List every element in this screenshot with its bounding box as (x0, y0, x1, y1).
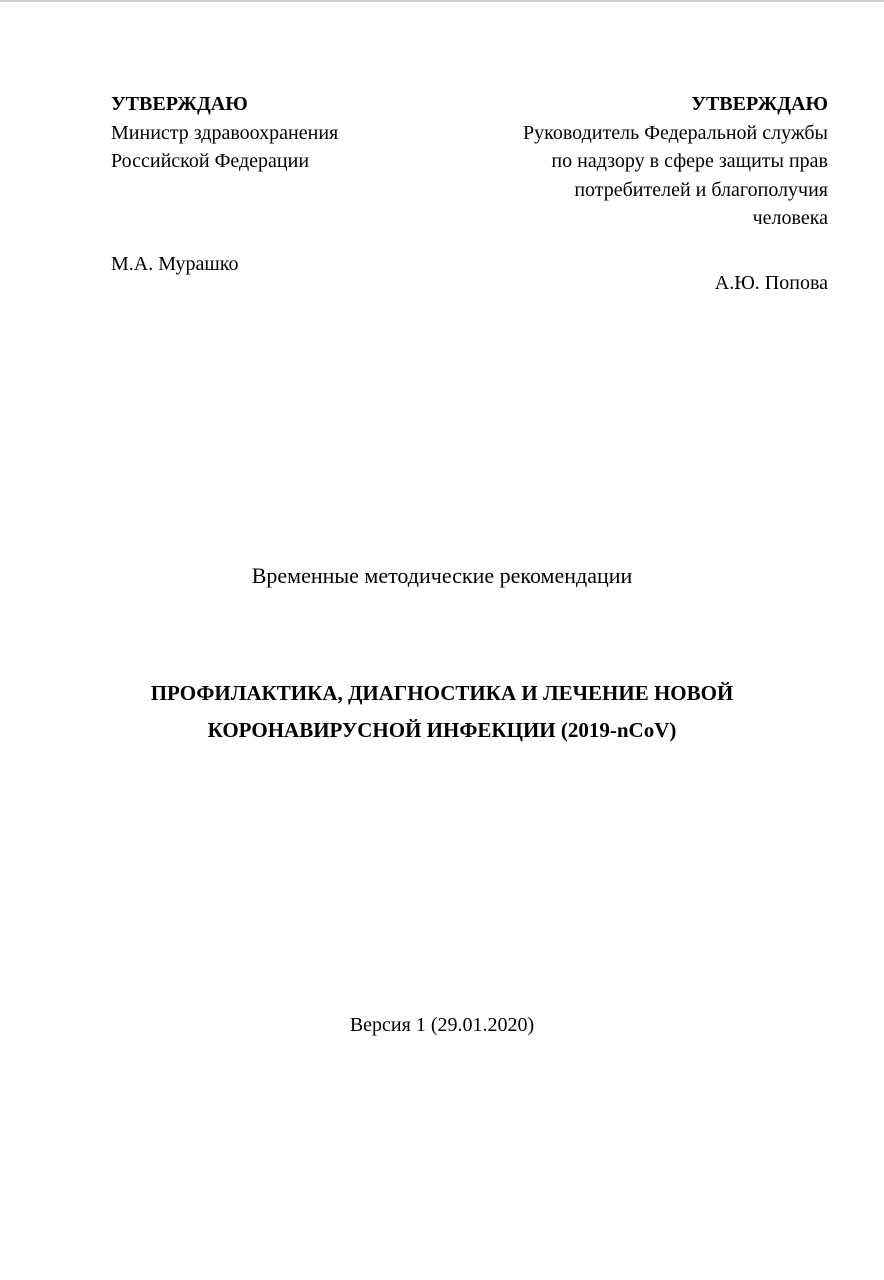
document-subtitle: Временные методические рекомендации (251, 563, 633, 588)
left-position-line-2: Российской Федерации (111, 150, 310, 172)
left-approve-heading: УТВЕРЖДАЮ (111, 93, 248, 115)
right-signatory: А.Ю. Попова (714, 272, 828, 294)
left-position-line-1: Министр здравоохранения (111, 122, 339, 144)
document-version: Версия 1 (29.01.2020) (349, 1014, 535, 1036)
right-position-line-3: потребителей и благополучия (574, 179, 828, 201)
right-position-line-2: по надзору в сфере защиты прав (551, 150, 828, 172)
left-signatory: М.А. Мурашко (111, 253, 239, 275)
document-title-line-1: ПРОФИЛАКТИКА, ДИАГНОСТИКА И ЛЕЧЕНИЕ НОВОЙ (150, 681, 734, 705)
document-title-line-2: КОРОНАВИРУСНОЙ ИНФЕКЦИИ (2019-nCoV) (207, 718, 677, 742)
right-approve-heading: УТВЕРЖДАЮ (691, 93, 828, 115)
right-position-line-4: человека (752, 207, 828, 229)
right-position-line-1: Руководитель Федеральной службы (523, 122, 828, 144)
